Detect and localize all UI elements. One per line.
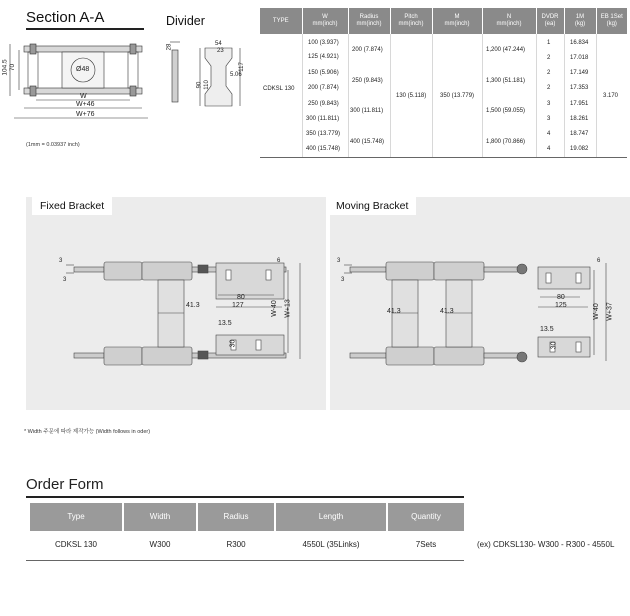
- dvdr-value: 4: [547, 131, 551, 137]
- order-head-length: Length: [276, 503, 386, 531]
- dvdr-value: 2: [547, 70, 551, 76]
- aa-dim-70: 70: [9, 63, 17, 72]
- moving-dim-6: 6: [597, 258, 601, 264]
- th-radius: Radius mm(inch): [348, 8, 390, 34]
- divider-dim-110: 110: [203, 80, 210, 90]
- fixed-dim-135: 13.5: [218, 320, 232, 327]
- moving-dim-w37: W+37: [606, 302, 614, 321]
- radius-value: 250 (9.843): [352, 78, 383, 84]
- divider-dim-23: 23: [217, 48, 224, 54]
- weight-value: 17.149: [570, 70, 589, 76]
- order-head-quantity: Quantity: [388, 503, 464, 531]
- th-eb: EB 1Set (kg): [596, 8, 627, 34]
- order-head-type: Type: [30, 503, 122, 531]
- w-value: 125 (4.921): [308, 54, 339, 60]
- radius-value: 300 (11.811): [350, 108, 384, 114]
- aa-dim-w46: W+46: [76, 101, 95, 108]
- divider-dim-54: 54: [215, 41, 222, 47]
- aa-dim-w: W: [80, 93, 87, 100]
- weight-value: 18.747: [570, 131, 589, 137]
- order-form-title: Order Form: [26, 476, 104, 493]
- moving-dim-w40: W-40: [592, 303, 600, 320]
- divider-dim-90: 90: [196, 81, 203, 89]
- th-w: W mm(inch): [302, 8, 348, 34]
- fixed-dim-80: 80: [237, 294, 245, 301]
- type-value: CDKSL 130: [263, 86, 295, 92]
- radius-value: 200 (7.874): [352, 47, 383, 53]
- w-value: 300 (11.811): [306, 116, 340, 122]
- weight-value: 17.951: [570, 101, 589, 107]
- order-head-radius: Radius: [198, 503, 274, 531]
- fixed-dim-413: 41.3: [186, 302, 200, 309]
- moving-dim-135: 13.5: [540, 326, 554, 333]
- order-form-bottom-rule: [26, 560, 464, 561]
- order-form-rule: [26, 496, 464, 498]
- dvdr-value: 2: [547, 55, 551, 61]
- divider-dim-117: 117: [238, 62, 245, 72]
- section-aa-title: Section A-A: [26, 9, 105, 26]
- pitch-value: 130 (5.118): [396, 93, 427, 99]
- order-head-width: Width: [124, 503, 196, 531]
- aa-dim-104: 104.5: [1, 59, 9, 76]
- moving-dim-413b: 41.3: [440, 308, 454, 315]
- spec-table-header: [260, 8, 627, 34]
- th-pitch: Pitch mm(inch): [390, 8, 432, 34]
- dvdr-value: 3: [547, 101, 551, 107]
- dvdr-value: 1: [547, 40, 551, 46]
- moving-dim-413a: 41.3: [387, 308, 401, 315]
- fixed-dim-127: 127: [232, 302, 244, 309]
- moving-bracket-drawing: [330, 215, 630, 410]
- order-value-width: W300: [149, 540, 171, 549]
- moving-dim-80: 80: [557, 294, 565, 301]
- dvdr-value: 4: [547, 146, 551, 152]
- th-type: TYPE: [260, 8, 302, 34]
- n-value: 1,800 (70.866): [486, 139, 526, 145]
- section-aa-rule: [26, 28, 144, 30]
- fixed-dim-3a: 3: [59, 258, 63, 264]
- eb-set-value: 3.170: [603, 93, 619, 99]
- fixed-dim-30: 30: [229, 339, 237, 348]
- width-note: * Width 주문에 따라 제작가능 (Width follows in oder): [24, 429, 151, 435]
- spec-table-body: [260, 34, 627, 158]
- order-value-length: 4550L (35Links): [302, 540, 360, 549]
- radius-value: 400 (15.748): [350, 139, 385, 145]
- aa-dim-dia: Ø48: [76, 66, 90, 73]
- divider-dim-506: 5.06: [230, 72, 242, 78]
- moving-bracket-title: Moving Bracket: [328, 197, 416, 215]
- moving-dim-30: 30: [550, 341, 558, 350]
- weight-value: 17.353: [570, 85, 589, 91]
- divider-dim-28: 28: [166, 43, 173, 51]
- unit-note: (1mm = 0.03937 inch): [26, 142, 80, 148]
- th-1m: 1M (kg): [564, 8, 596, 34]
- order-value-type: CDKSL 130: [55, 540, 97, 549]
- th-n: N mm(inch): [482, 8, 536, 34]
- w-value: 200 (7.874): [308, 85, 339, 91]
- w-value: 100 (3.937): [308, 40, 339, 46]
- moving-dim-3b: 3: [341, 277, 345, 283]
- order-value-quantity: 7Sets: [415, 540, 437, 549]
- m-value: 350 (13.779): [440, 93, 475, 99]
- divider-title: Divider: [166, 14, 205, 28]
- moving-dim-3a: 3: [337, 258, 341, 264]
- weight-value: 17.018: [570, 55, 589, 61]
- moving-dim-125: 125: [555, 302, 567, 309]
- order-value-radius: R300: [226, 540, 246, 549]
- fixed-dim-6: 6: [277, 258, 281, 264]
- weight-value: 19.082: [570, 146, 589, 152]
- n-value: 1,200 (47.244): [486, 47, 526, 53]
- aa-dim-w76: W+76: [76, 111, 95, 118]
- w-value: 250 (9.843): [308, 101, 339, 107]
- n-value: 1,300 (51.181): [486, 78, 526, 84]
- w-value: 350 (13.779): [306, 131, 341, 137]
- weight-value: 16.834: [570, 40, 589, 46]
- dvdr-value: 3: [547, 116, 551, 122]
- order-example: (ex) CDKSL130- W300 - R300 - 4550L: [477, 540, 615, 549]
- dvdr-value: 2: [547, 85, 551, 91]
- w-value: 400 (15.748): [306, 146, 341, 152]
- w-value: 150 (5.906): [308, 70, 339, 76]
- th-m: M mm(inch): [432, 8, 482, 34]
- fixed-dim-w13: W+13: [284, 299, 292, 318]
- fixed-dim-3b: 3: [63, 277, 67, 283]
- fixed-dim-w40: W-40: [270, 300, 278, 317]
- fixed-bracket-drawing: [26, 215, 326, 410]
- fixed-bracket-title: Fixed Bracket: [32, 197, 112, 215]
- th-dvdr: DVDR (ea): [536, 8, 564, 34]
- weight-value: 18.261: [570, 116, 589, 122]
- n-value: 1,500 (59.055): [486, 108, 526, 114]
